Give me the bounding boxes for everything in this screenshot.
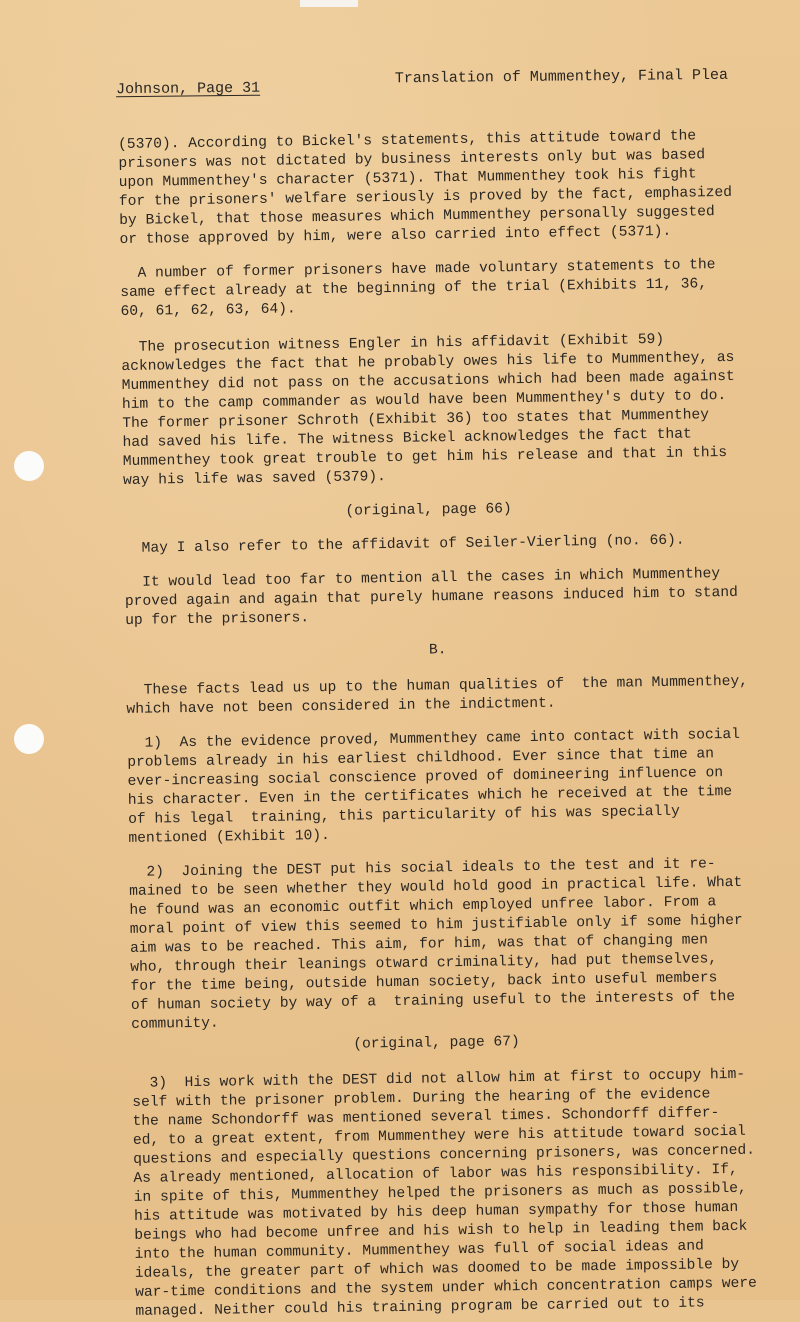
text-line: beings who had become unfree and his wish to help in leading them back [134,1218,748,1244]
paragraph-bickel-statements [118,127,733,250]
page-header [116,67,728,101]
text-line: which have not been considered in the indictment. [126,695,556,718]
text-line: by Bickel, that those measures which Mummenthey personally suggested [119,204,715,229]
punch-hole-lower [14,724,44,754]
header-title: Translation of Mummenthey, Final Plea [394,66,729,88]
paragraph-point-3 [131,1066,758,1322]
text-line: for the prisoners' welfare seriously is proved by the fact, emphasized [118,184,733,210]
text-line: had saved his life. The witness Bickel acknowledges the fact that [122,426,692,451]
text-line: 3) His work with the DEST did not allow him at first to occupy him- [131,1066,746,1092]
text-line: problems already in his earliest childhood. Ever since that time an [127,746,715,771]
text-line: proved again and again that purely humane reasons induced him to stand [124,584,739,610]
paper-tab-notch [300,0,358,7]
text-line: It would lead too far to mention all the cases in which Mummenthey [124,566,721,591]
text-line: of human society by way of a training useful to the interests of the [130,988,736,1014]
text-line: ever-increasing social conscience proved of domineering influence on [127,765,724,790]
text-line: The prosecution witness Engler in his affidavit (Exhibit 59) [121,331,665,356]
text-line: prisoners was not dictated by business interests only but was based [118,147,706,172]
text-line: he found was an economic outfit which employed unfree labor. From a [129,894,717,919]
original-page-note: (original, page 67) [353,1034,520,1053]
paragraph-point-2 [129,855,741,1035]
text-line: in spite of this, Mummenthey helped the prisoners as much as possible, [133,1180,747,1206]
text-line: for the time being, outside human society, back into useful members [130,970,718,995]
text-line: As already mentioned, allocation of labor was his responsibility. If, [133,1161,738,1187]
text-line: or those approved by him, were also carried into effect (5371). [119,223,672,248]
text-line: mained to be seen whether they would hold good in practical life. What [129,874,743,900]
section-heading-b: B. [428,642,447,659]
text-line: self with the prisoner problem. During the hearing of the evidence [132,1086,711,1111]
header-page-reference: Johnson, Page 31 [115,79,261,99]
text-line: ideals, the greater part of which was doomed to be made impossible by [134,1256,740,1282]
document-body [118,127,758,1322]
text-line: community. [131,1015,219,1033]
text-line: 2) Joining the DEST put his social ideals to the test and it re- [128,856,716,881]
text-line: who, through their leanings otward criminality, had put themselves, [130,951,718,976]
text-line: him to the camp commander as would have been Mummenthey's duty to do. [121,388,727,413]
paragraph-engler-affidavit [121,330,733,491]
text-line: war-time conditions and the system under which concentration camps were [135,1275,758,1301]
text-line: his attitude was motivated by his deep human sympathy for those human [133,1199,739,1225]
text-line: way his life was saved (5379). [122,469,386,489]
punch-hole-upper [14,451,44,481]
text-line: into the human community. Mummenthey was full of social ideas and [134,1238,704,1263]
text-line: mentioned (Exhibit 10). [128,827,330,847]
text-line: acknowledges the fact that he probably owes his life to Mummenthey, as [121,349,735,375]
text-line: (5370). According to Bickel's statements, this attitude toward the [118,128,697,153]
original-page-note: (original, page 66) [345,501,512,520]
text-line: Mummenthey took great trouble to get him his release and that in this [122,445,728,470]
paragraph-point-1 [127,726,739,849]
text-line: ed, to a great extent, from Mummenthey were his attitude toward social [132,1123,747,1149]
text-line: The former prisoner Schroth (Exhibit 36) too states that Mummenthey [122,407,710,432]
text-line: aim was to be reached. This aim, for him, was that of changing men [129,932,709,957]
text-line: same effect already at the beginning of the trial (Exhibits 11, 36, [120,276,708,301]
text-line: Mummenthey did not pass on the accusations which had been made against [121,368,735,394]
text-line: questions and especially questions concerning prisoners, was concerned. [133,1142,756,1168]
text-line: managed. Neither could his training program be carried out to its [135,1295,705,1320]
text-line: 1) As the evidence proved, Mummenthey came into contact with social [126,726,741,752]
text-line: A number of former prisoners have made voluntary statements to the [119,257,716,282]
text-line: the name Schondorff was mentioned several times. Schondorff differ- [132,1105,720,1130]
text-line: upon Mummenthey's character (5371). That Mummenthey took his fight [118,166,697,191]
text-line: 60, 61, 62, 63, 64). [120,301,296,320]
text-line: moral point of view this seemed to him justifiable only if some higher [129,912,743,938]
text-line: his character. Even in the certificates which he received at the time [127,783,733,809]
text-line: May I also refer to the affidavit of Seiler-Vierling (no. 66). [124,532,685,557]
text-line: of his legal training, this particularity of his was specially [128,803,680,828]
paragraph-voluntary-statements [120,256,731,322]
paragraph-humane-reasons [124,565,739,631]
text-line: These facts lead us up to the human qualities of the man Mummenthey, [126,673,749,699]
text-line: up for the prisoners. [125,610,310,629]
